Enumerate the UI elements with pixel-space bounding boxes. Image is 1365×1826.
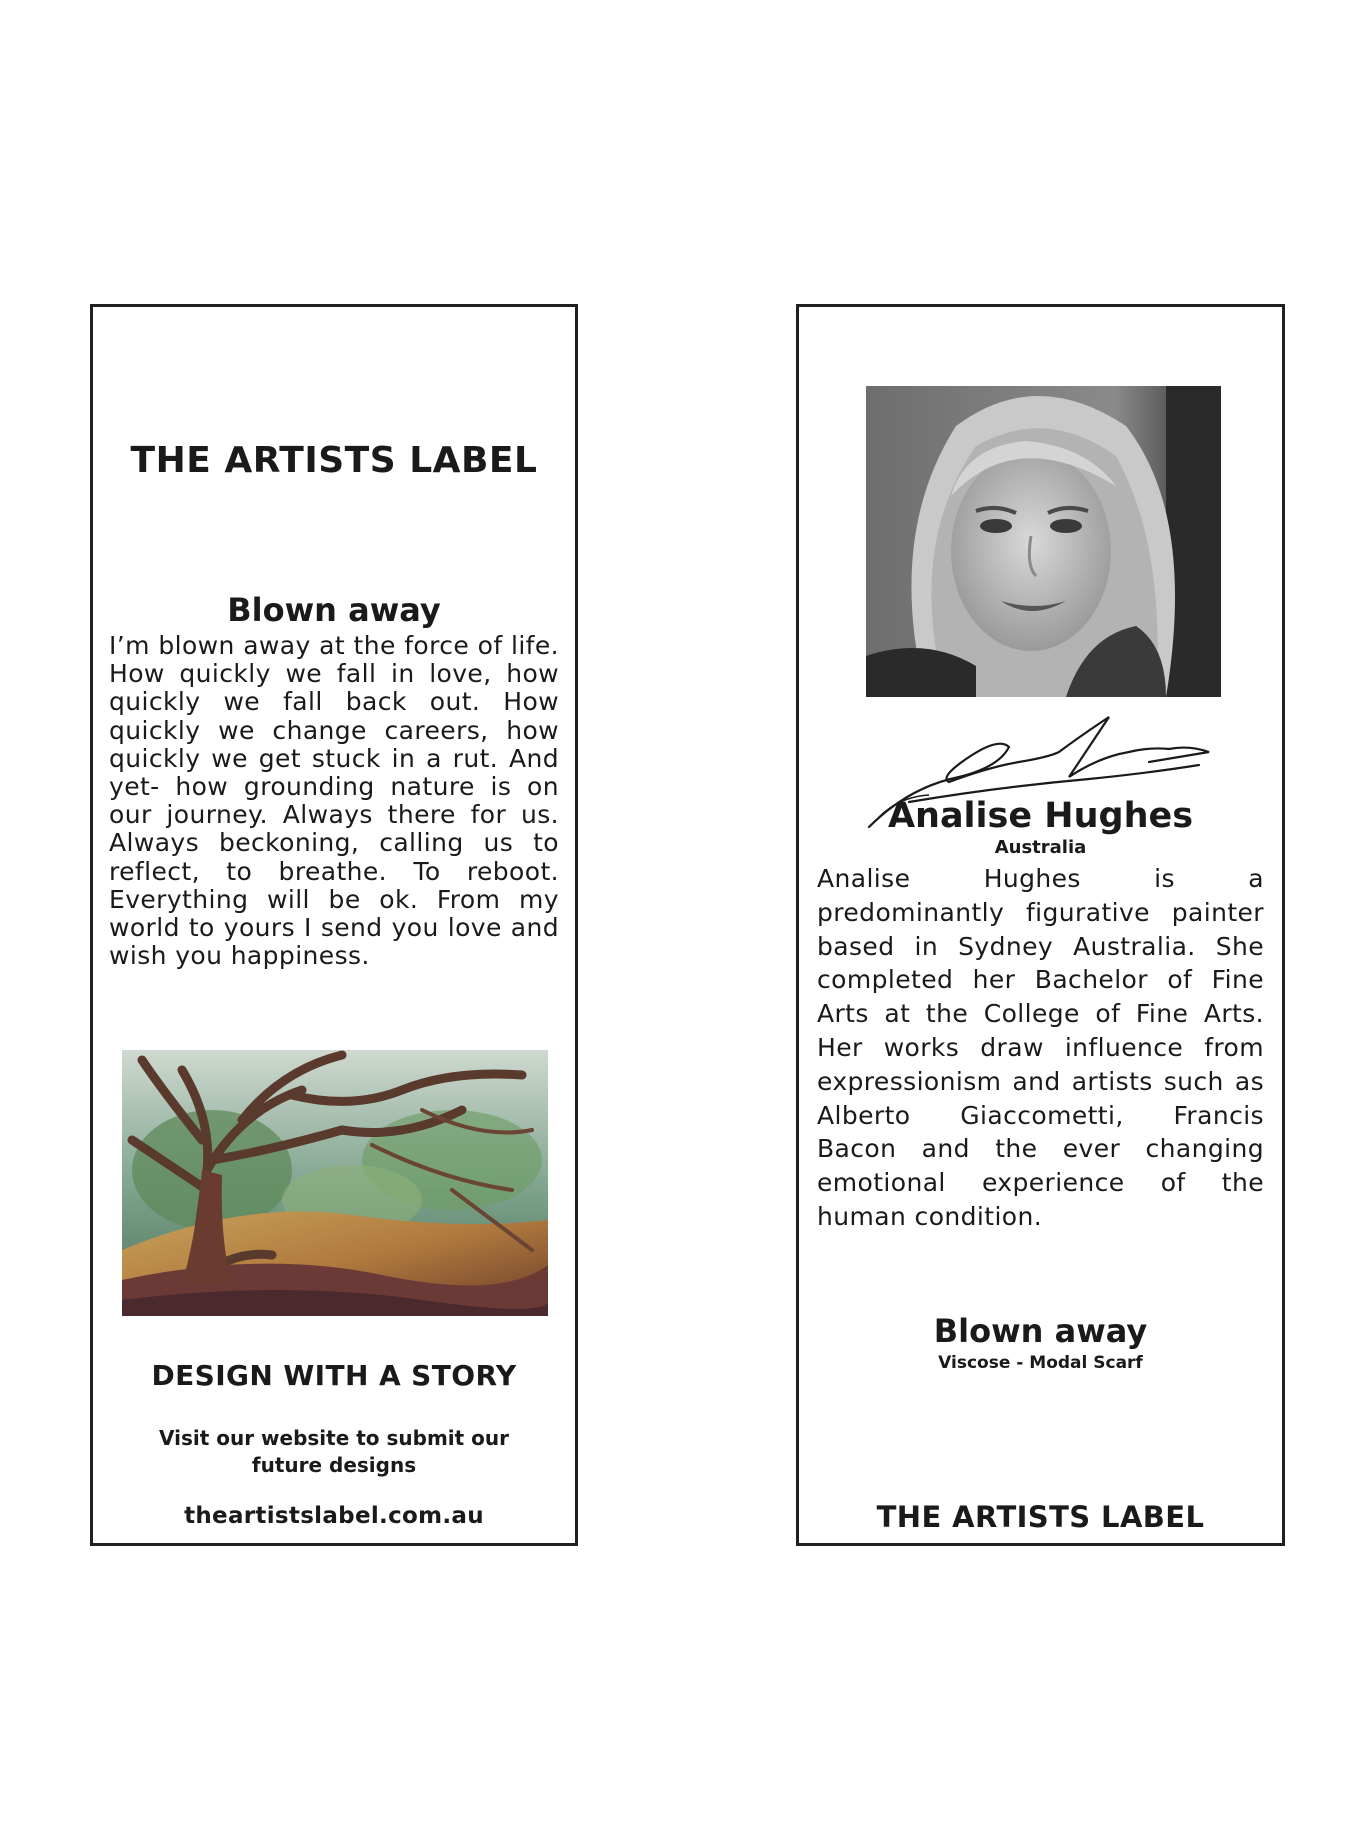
website-link[interactable]: theartistslabel.com.au [184,1503,484,1529]
visit-text: Visit our website to submit our future designs [158,1426,510,1477]
artist-bio: Analise Hughes is a predominantly figurative painter based in Sydney Australia. She completed her Bachelor of Fine Arts at the College of Fine Arts. Her works draw influence from expressionism and artists such as Alberto Giaccometti, Francis Bacon and the ever changing emotional experience of the human condition. [817,864,1264,1231]
brand-footer: THE ARTISTS LABEL [876,1500,1205,1534]
product-title: Blown away [933,1312,1148,1350]
story-title: Blown away [227,591,441,629]
right-bookmark-card [796,304,1285,1546]
brand-title: THE ARTISTS LABEL [130,440,538,481]
story-text: I’m blown away at the force of life. How quickly we fall in love, how quickly we fall back out. How quickly we change careers, how quickly we get stuck in a rut. And yet- how grounding nature is on our journey. Always there for us. Always beckoning, calling us to reflect, to breathe. To reboot. Everything will be ok. From my world to yours I send you love and wish you happiness. [109,631,559,971]
product-subtitle: Viscose - Modal Scarf [938,1353,1143,1373]
artist-name: Analise Hughes [887,796,1194,836]
artist-photo [866,386,1221,697]
painting-image [122,1050,548,1316]
tagline: DESIGN WITH A STORY [151,1359,517,1392]
artist-country: Australia [994,837,1087,858]
left-bookmark-card [90,304,578,1546]
